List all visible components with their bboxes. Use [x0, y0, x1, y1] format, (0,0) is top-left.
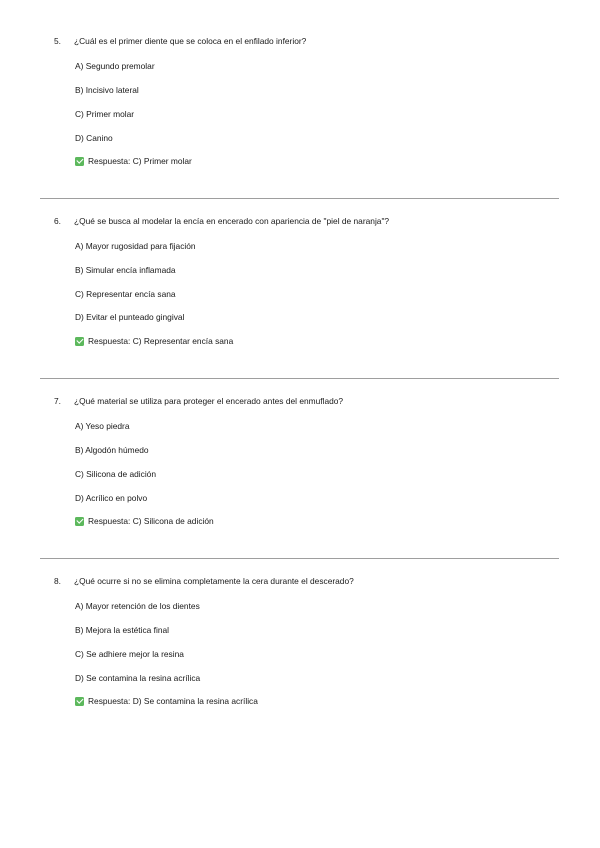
option-d: D) Evitar el punteado gingival [75, 312, 185, 322]
question-number: 5. [54, 36, 61, 46]
check-mark-icon [75, 517, 84, 526]
option-b: B) Mejora la estética final [75, 625, 170, 635]
answer-text: Respuesta: D) Se contamina la resina acrílica [88, 696, 258, 706]
option-b: B) Algodón húmedo [75, 445, 149, 455]
answer-line [75, 336, 233, 346]
answer-line [75, 516, 214, 526]
answer-text: Respuesta: C) Primer molar [88, 156, 192, 166]
question-number: 6. [54, 216, 61, 226]
question-text [54, 216, 389, 226]
option-a: A) Segundo premolar [75, 61, 155, 71]
option-b: B) Incisivo lateral [75, 85, 139, 95]
option-a: A) Yeso piedra [75, 421, 130, 431]
question-text [54, 36, 306, 46]
question-text [54, 576, 354, 586]
question-prompt: ¿Qué se busca al modelar la encía en encerado con apariencia de "piel de naranja"? [74, 216, 390, 226]
question-prompt: ¿Cuál es el primer diente que se coloca en el enfilado inferior? [74, 36, 307, 46]
check-mark-icon [75, 697, 84, 706]
divider [40, 558, 559, 559]
question-number: 8. [54, 576, 61, 586]
answer-line [75, 156, 192, 166]
check-mark-icon [75, 157, 84, 166]
divider [40, 198, 559, 199]
option-d: D) Acrílico en polvo [75, 493, 148, 503]
question-text [54, 396, 343, 406]
option-c: C) Silicona de adición [75, 469, 157, 479]
option-c: C) Representar encía sana [75, 289, 176, 299]
divider [40, 378, 559, 379]
option-c: C) Se adhiere mejor la resina [75, 649, 184, 659]
option-d: D) Canino [75, 133, 113, 143]
option-a: A) Mayor retención de los dientes [75, 601, 200, 611]
question-prompt: ¿Qué material se utiliza para proteger el encerado antes del enmuflado? [74, 396, 344, 406]
answer-text: Respuesta: C) Silicona de adición [88, 516, 214, 526]
option-a: A) Mayor rugosidad para fijación [75, 241, 196, 251]
answer-text: Respuesta: C) Representar encía sana [88, 336, 234, 346]
check-mark-icon [75, 337, 84, 346]
question-prompt: ¿Qué ocurre si no se elimina completamente la cera durante el descerado? [74, 576, 354, 586]
option-c: C) Primer molar [75, 109, 135, 119]
question-number: 7. [54, 396, 61, 406]
option-b: B) Simular encía inflamada [75, 265, 176, 275]
answer-line [75, 696, 258, 706]
option-d: D) Se contamina la resina acrílica [75, 673, 201, 683]
